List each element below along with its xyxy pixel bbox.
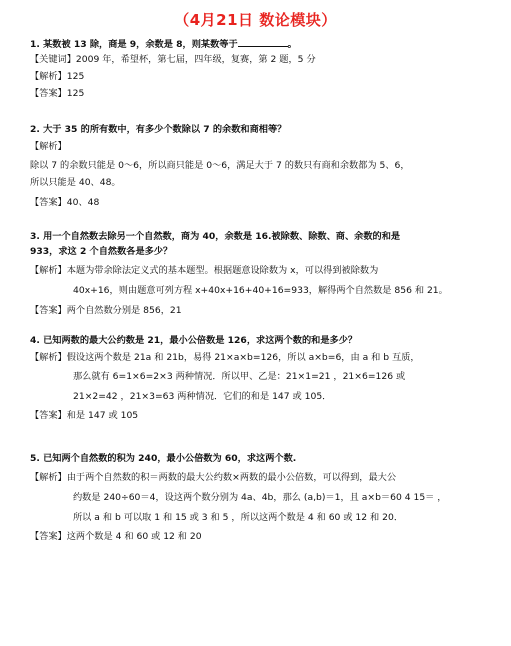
q2-answer: 【答案】40、48 [30, 197, 100, 208]
question-1 [30, 37, 297, 51]
question-1-text: 1. 某数被 13 除，商是 9，余数是 8，则某数等于 [30, 39, 238, 50]
q1-keywords: 【关键词】2009 年，希望杯，第七届，四年级，复赛，第 2 题，5 分 [30, 54, 316, 65]
question-1-end: 。 [287, 39, 297, 50]
q4-analysis-line-1: 【解析】假设这两个数是 21a 和 21b，易得 21×a×b=126，所以 a×b=6，由 a 和 b 互质， [30, 352, 420, 363]
q4-analysis-line-2: 那么就有 6=1×6=2×3 两种情况．所以甲、乙是：21×1=21 ，21×6=126 或 [73, 371, 406, 382]
q3-analysis-line-1: 【解析】本题为带余除法定义式的基本题型。根据题意设除数为 x，可以得到被除数为 [30, 265, 379, 276]
question-3-line-1: 3. 用一个自然数去除另一个自然数，商为 40，余数是 16.被除数、除数、商、余数的和是 [30, 231, 401, 242]
question-2: 2. 大于 35 的所有数中，有多少个数除以 7 的余数和商相等？ [30, 124, 287, 135]
q4-answer: 【答案】和是 147 或 105 [30, 410, 139, 421]
q3-answer: 【答案】两个自然数分别是 856，21 [30, 305, 182, 316]
page-title: （4月21日 数论模块） [174, 11, 337, 29]
answer-blank [238, 37, 288, 47]
q1-answer: 【答案】125 [30, 88, 85, 99]
question-5: 5. 已知两个自然数的积为 240，最小公倍数为 60，求这两个数. [30, 453, 297, 464]
q5-analysis-line-2: 约数是 240÷60＝4，设这两个数分别为 4a、4b，那么 (a,b)＝1，且 a×b＝60 4 15＝ ， [73, 492, 447, 503]
q4-analysis-line-3: 21×2=42 ，21×3=63 两种情况．它们的和是 147 或 105． [73, 391, 332, 402]
q2-analysis-label: 【解析】 [30, 141, 67, 152]
q2-analysis-line-1: 除以 7 的余数只能是 0～6，所以商只能是 0～6，满足大于 7 的数只有商和余数都为 5、6， [30, 160, 410, 171]
question-3-line-2: 933，求这 2 个自然数各是多少？ [30, 246, 173, 257]
q5-analysis-line-3: 所以 a 和 b 可以取 1 和 15 或 3 和 5 ，所以这两个数是 4 和 60 或 12 和 20． [73, 512, 404, 523]
q5-analysis-line-1: 【解析】由于两个自然数的积＝两数的最大公约数×两数的最小公倍数，可以得到，最大公 [30, 472, 397, 483]
q2-analysis-line-2: 所以只能是 40、48。 [30, 177, 121, 188]
question-4: 4. 已知两数的最大公约数是 21，最小公倍数是 126，求这两个数的和是多少？ [30, 335, 358, 346]
q1-analysis: 【解析】125 [30, 71, 85, 82]
q3-analysis-line-2: 40x+16，则由题意可列方程 x+40x+16+40+16=933，解得两个自然数是 856 和 21。 [73, 285, 448, 296]
q5-answer: 【答案】这两个数是 4 和 60 或 12 和 20 [30, 531, 202, 542]
